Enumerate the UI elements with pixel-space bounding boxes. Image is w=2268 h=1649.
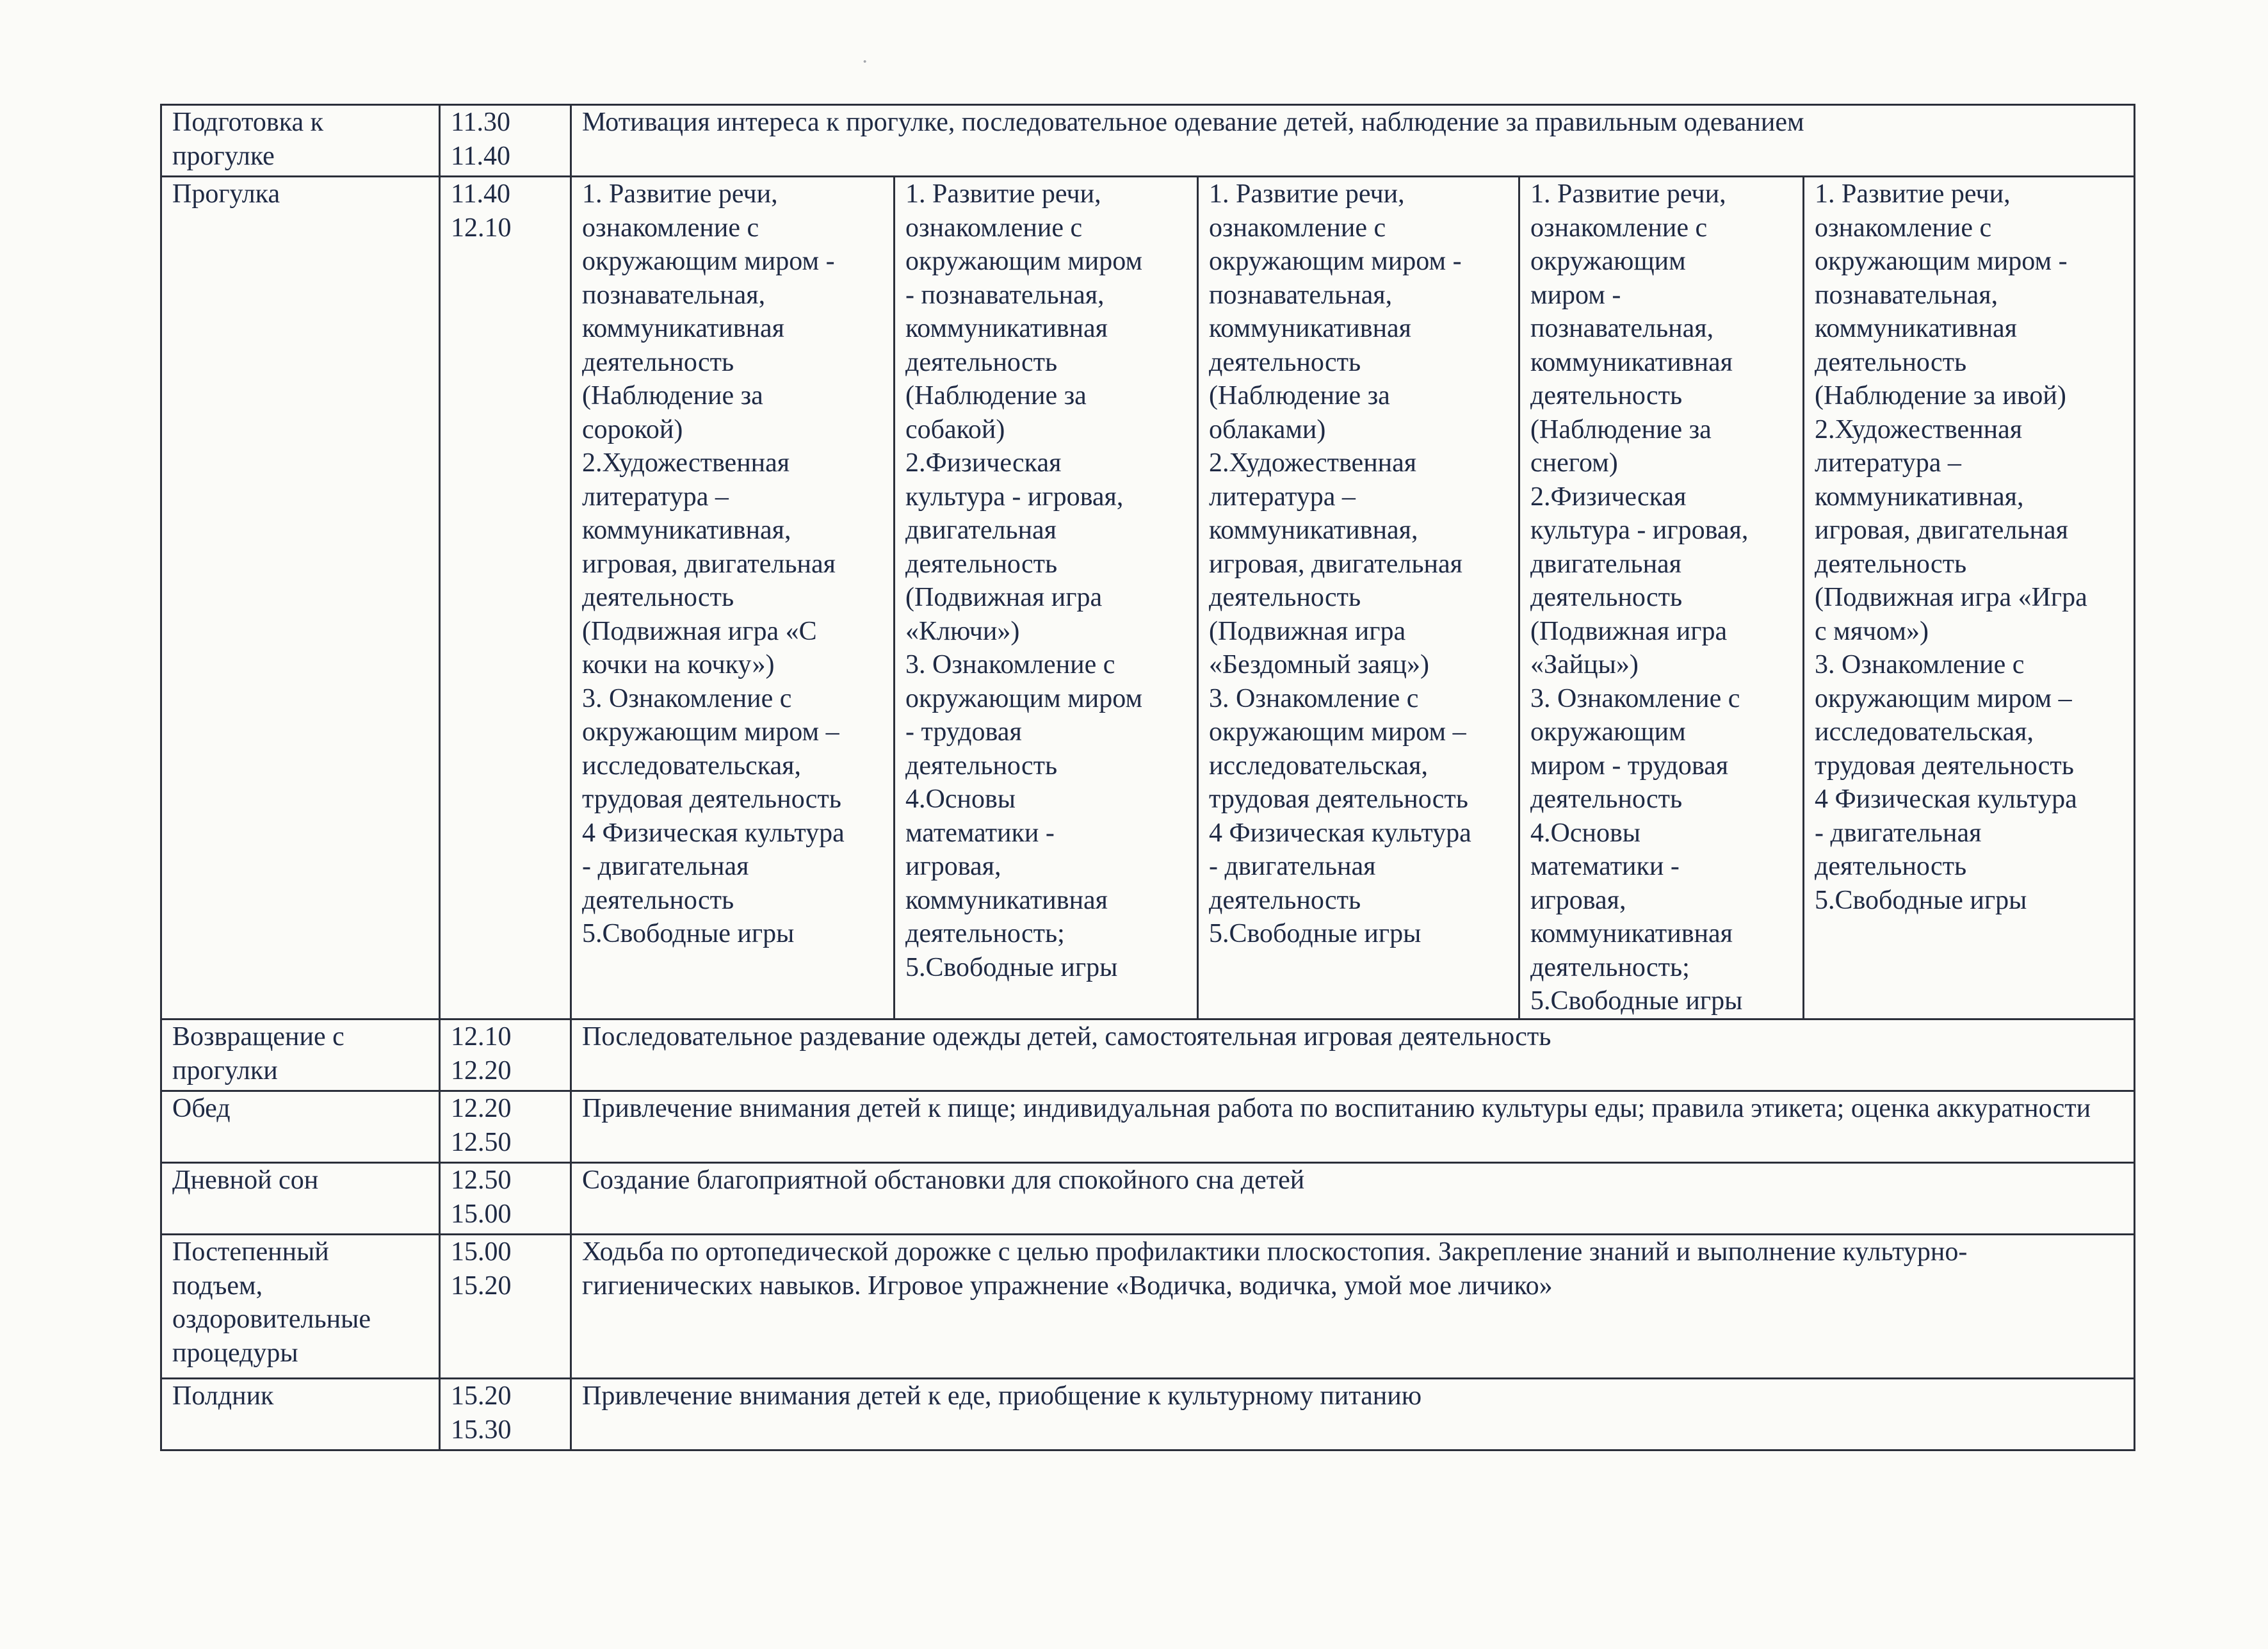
scan-speck: · <box>861 50 869 74</box>
table-row <box>161 1235 2135 1379</box>
time-cell: 15.00 15.20 <box>440 1235 571 1379</box>
table-row <box>161 1163 2135 1235</box>
regime-cell: Возвращение с прогулки <box>161 1019 440 1091</box>
table-row <box>161 105 2135 177</box>
table-row <box>161 1091 2135 1163</box>
description-cell: Привлечение внимания детей к еде, приобщение к культурному питанию <box>571 1379 2135 1450</box>
time-cell: 12.50 15.00 <box>440 1163 571 1235</box>
activity-cell-day-4: 1. Развитие речи, ознакомление с окружающим миром - познавательная, коммуникативная деятельность (Наблюдение за снегом) 2.Физическая культура - игровая, двигательная деятельность (Подвижная игра «Зайцы») 3. Ознакомление с окружающим миром - трудовая деятельность 4.Основы математики - игровая, коммуникативная деятельность; 5.Свободные игры <box>1519 177 1804 1019</box>
daily-schedule-table <box>160 104 2135 1451</box>
table-row <box>161 1019 2135 1091</box>
time-cell: 12.10 12.20 <box>440 1019 571 1091</box>
time-cell: 15.20 15.30 <box>440 1379 571 1450</box>
regime-cell: Полдник <box>161 1379 440 1450</box>
time-cell: 11.30 11.40 <box>440 105 571 177</box>
description-cell: Мотивация интереса к прогулке, последовательное одевание детей, наблюдение за правильным одеванием <box>571 105 2135 177</box>
description-cell: Привлечение внимания детей к пище; индивидуальная работа по воспитанию культуры еды; правила этикета; оценка аккуратности <box>571 1091 2135 1163</box>
activity-cell-day-5: 1. Развитие речи, ознакомление с окружающим миром - познавательная, коммуникативная деятельность (Наблюдение за ивой) 2.Художественная литература – коммуникативная, игровая, двигательная деятельность (Подвижная игра «Игра с мячом») 3. Ознакомление с окружающим миром – исследовательская, трудовая деятельность 4 Физическая культура - двигательная деятельность 5.Свободные игры <box>1804 177 2135 1019</box>
regime-cell: Дневной сон <box>161 1163 440 1235</box>
regime-cell: Постепенный подъем, оздоровительные процедуры <box>161 1235 440 1379</box>
regime-cell: Подготовка к прогулке <box>161 105 440 177</box>
time-cell: 12.20 12.50 <box>440 1091 571 1163</box>
description-cell: Последовательное раздевание одежды детей, самостоятельная игровая деятельность <box>571 1019 2135 1091</box>
table-row <box>161 177 2135 1019</box>
activity-cell-day-1: 1. Развитие речи, ознакомление с окружающим миром - познавательная, коммуникативная деятельность (Наблюдение за сорокой) 2.Художественная литература – коммуникативная, игровая, двигательная деятельность (Подвижная игра «С кочки на кочку») 3. Ознакомление с окружающим миром – исследовательская, трудовая деятельность 4 Физическая культура - двигательная деятельность 5.Свободные игры <box>571 177 895 1019</box>
description-cell: Ходьба по ортопедической дорожке с целью профилактики плоскостопия. Закрепление знаний и выполнение культурно-гигиенических навыков. Игровое упражнение «Водичка, водичка, умой мое личико» <box>571 1235 2135 1379</box>
table-row <box>161 1379 2135 1450</box>
regime-cell: Обед <box>161 1091 440 1163</box>
activity-cell-day-2: 1. Развитие речи, ознакомление с окружающим миром - познавательная, коммуникативная деятельность (Наблюдение за собакой) 2.Физическая культура - игровая, двигательная деятельность (Подвижная игра «Ключи») 3. Ознакомление с окружающим миром - трудовая деятельность 4.Основы математики - игровая, коммуникативная деятельность; 5.Свободные игры <box>895 177 1198 1019</box>
activity-cell-day-3: 1. Развитие речи, ознакомление с окружающим миром - познавательная, коммуникативная деятельность (Наблюдение за облаками) 2.Художественная литература – коммуникативная, игровая, двигательная деятельность (Подвижная игра «Бездомный заяц») 3. Ознакомление с окружающим миром – исследовательская, трудовая деятельность 4 Физическая культура - двигательная деятельность 5.Свободные игры <box>1198 177 1519 1019</box>
regime-cell: Прогулка <box>161 177 440 1019</box>
description-cell: Создание благоприятной обстановки для спокойного сна детей <box>571 1163 2135 1235</box>
time-cell: 11.40 12.10 <box>440 177 571 1019</box>
